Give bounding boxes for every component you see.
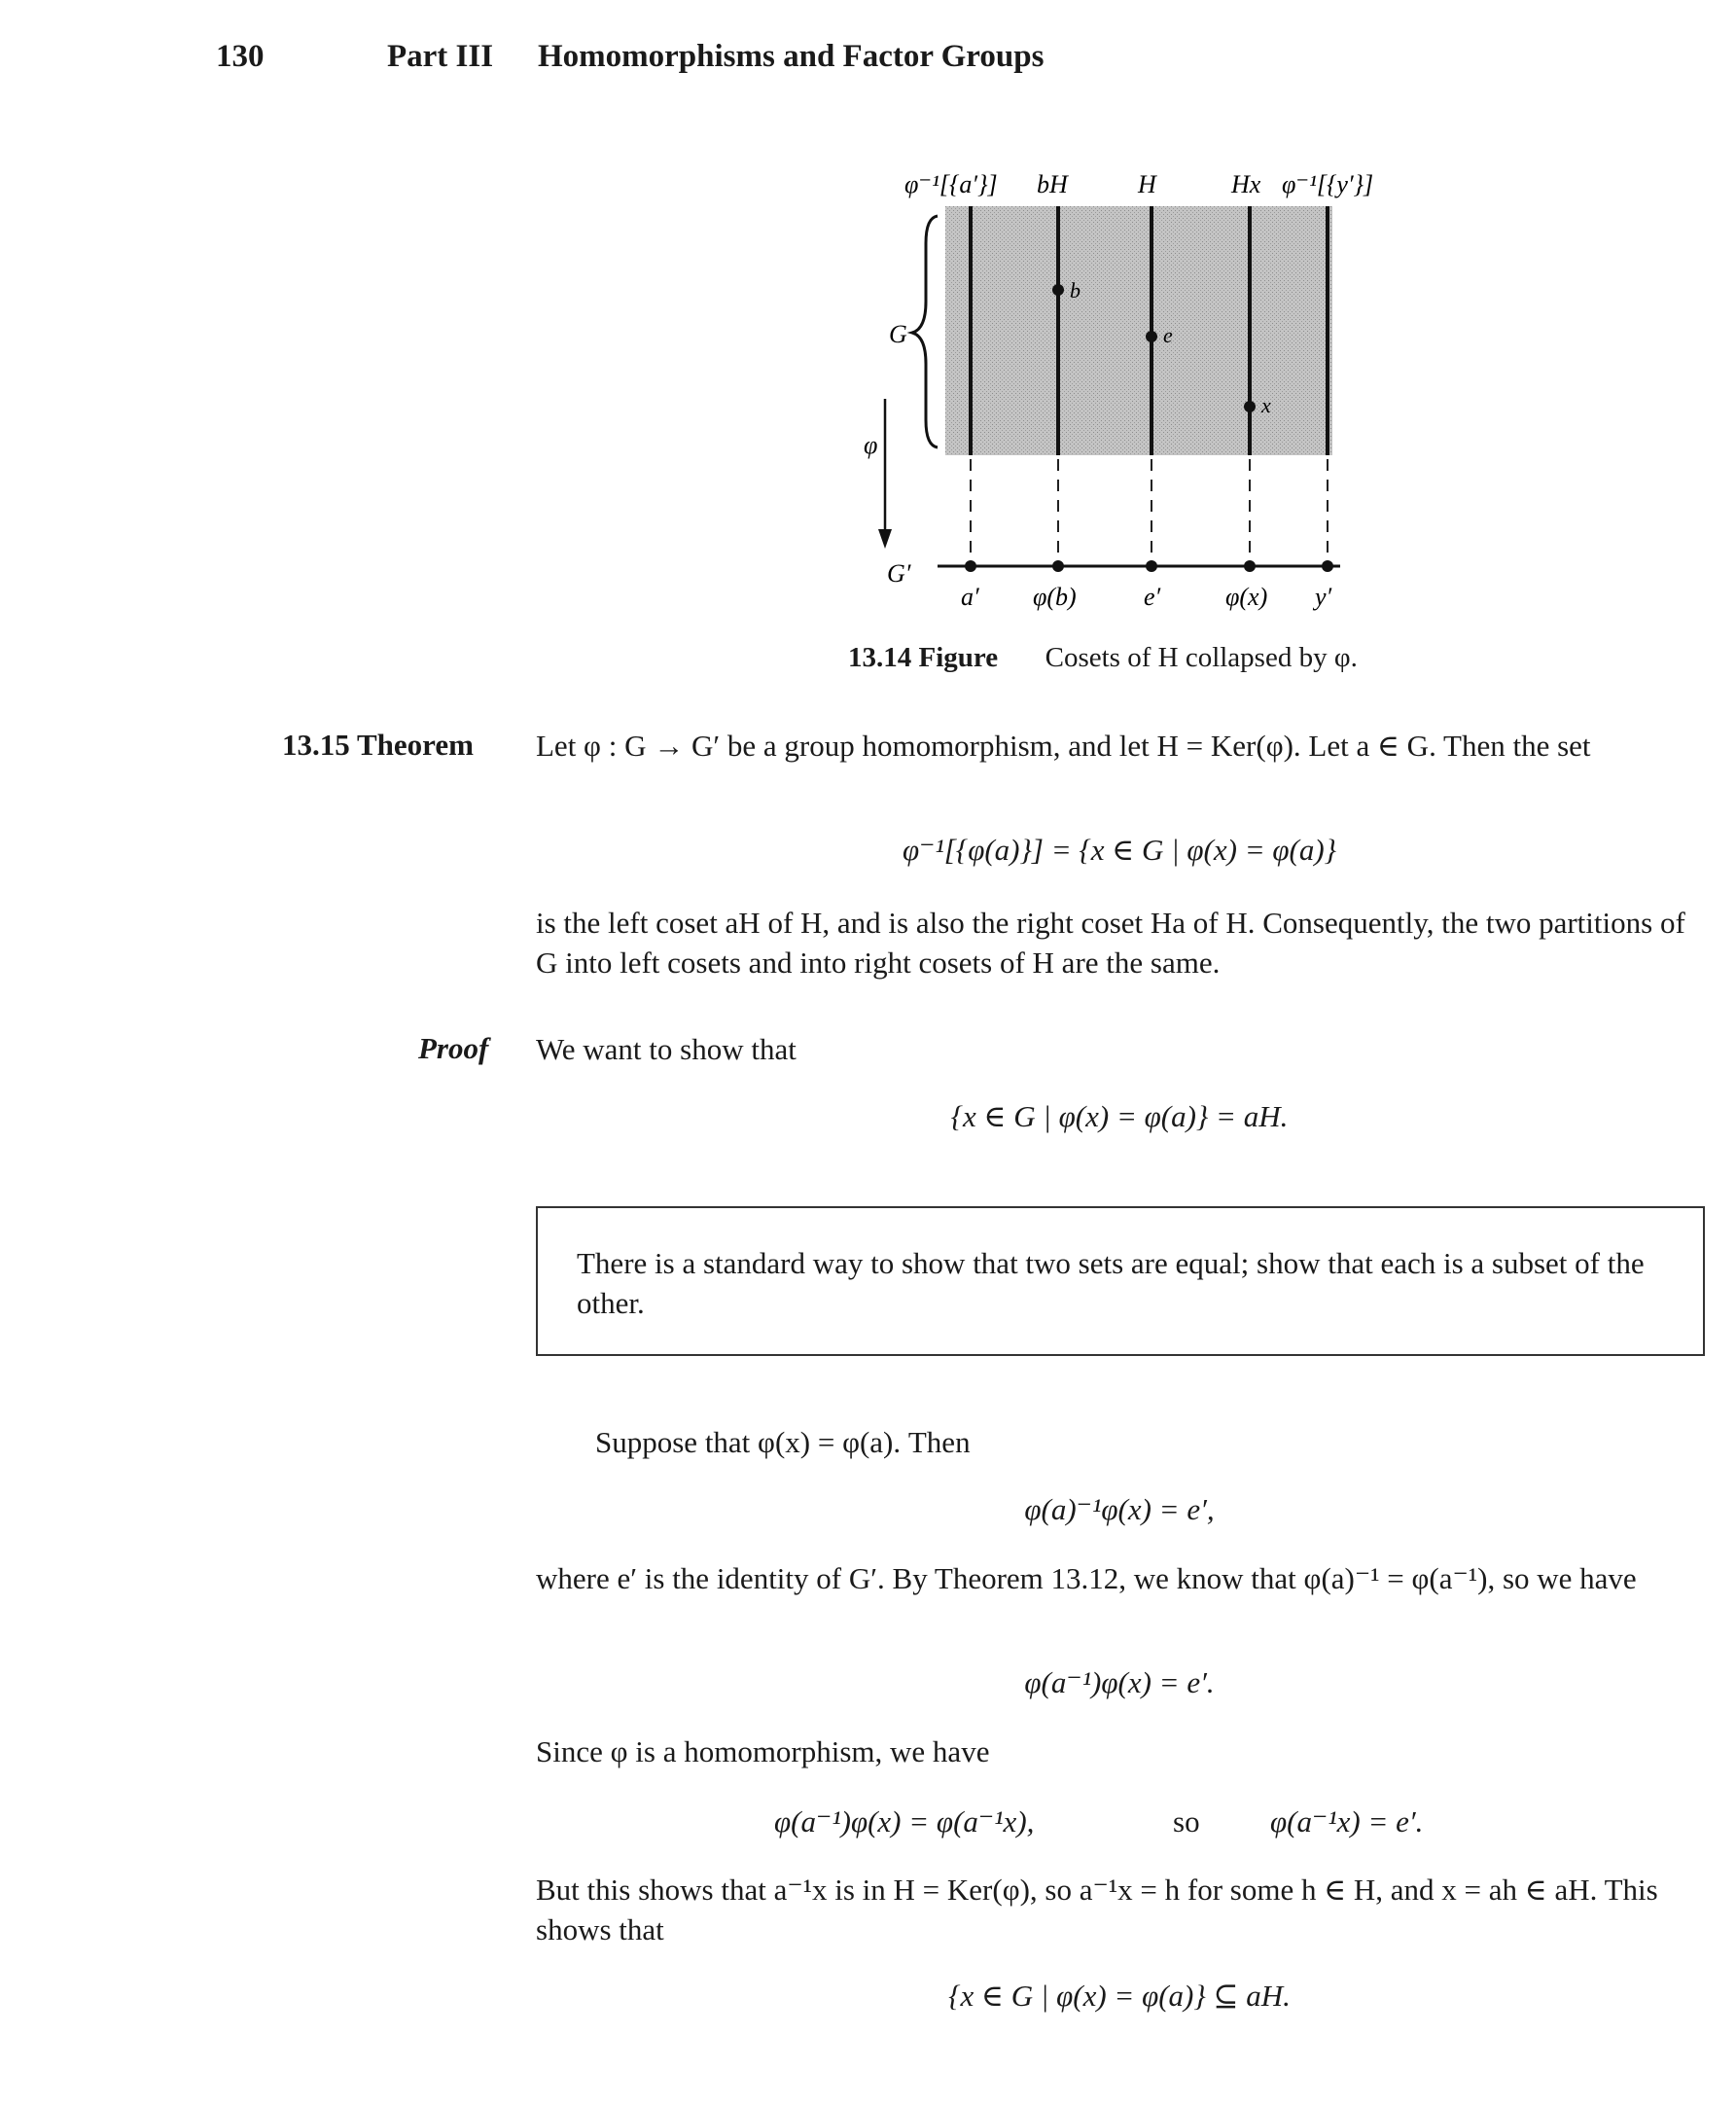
bottom-label-e: e′ [1144, 583, 1161, 611]
theorem-label: 13.15 Theorem [282, 728, 474, 762]
codomain-label: G′ [887, 559, 911, 588]
caption-text: Cosets of H collapsed by φ. [1045, 642, 1358, 673]
theorem-equation: φ⁻¹[{φ(a)}] = {x ∈ G | φ(x) = φ(a)} [902, 833, 1337, 867]
point-b [1052, 284, 1064, 296]
group-label: G [889, 320, 907, 348]
proof-equation-4-mid: so [1173, 1804, 1200, 1838]
bottom-label-phi-b: φ(b) [1033, 583, 1077, 611]
proof-equation-5: {x ∈ G | φ(x) = φ(a)} ⊆ aH. [948, 1979, 1291, 2013]
bottom-label-phi-x: φ(x) [1225, 583, 1268, 611]
image-point-x [1244, 560, 1256, 572]
proof-equation-2: φ(a)⁻¹φ(x) = e′, [1024, 1492, 1215, 1526]
point-e [1146, 331, 1157, 342]
image-point-e [1146, 560, 1157, 572]
map-label: φ [864, 431, 878, 459]
theorem-text-1: Let φ : G → G′ be a group homomorphism, and let H = Ker(φ). Let a ∈ G. Then the set [536, 729, 1591, 763]
point-x-label: x [1261, 393, 1271, 417]
proof-where-text: where e′ is the identity of G′. By Theorem 13.12, we know that φ(a)⁻¹ = φ(a⁻¹), so we have [536, 1561, 1637, 1595]
proof-but-text: But this shows that a⁻¹x is in H = Ker(φ), so a⁻¹x = h for some h ∈ H, and x = ah ∈ aH. This shows that [536, 1873, 1658, 1946]
proof-suppose: Suppose that φ(x) = φ(a). Then [595, 1425, 971, 1459]
proof-since-text: Since φ is a homomorphism, we have [536, 1734, 990, 1768]
point-e-label: e [1163, 323, 1173, 347]
projection-lines [971, 459, 1328, 564]
label-preimage-y: φ⁻¹[{y′}] [1282, 170, 1374, 198]
label-bH: bH [1037, 170, 1068, 198]
figure-caption [848, 642, 1358, 674]
label-H: H [1138, 170, 1156, 198]
image-point-b [1052, 560, 1064, 572]
bottom-label-y: y′ [1315, 583, 1332, 611]
proof-equation-4-left: φ(a⁻¹)φ(x) = φ(a⁻¹x), [774, 1804, 1035, 1838]
label-Hx: Hx [1231, 170, 1261, 198]
part-label: Part III [387, 39, 494, 74]
group-brace [912, 216, 938, 447]
image-point-a [965, 560, 976, 572]
proof-equation-1: {x ∈ G | φ(x) = φ(a)} = aH. [950, 1099, 1289, 1133]
chapter-title: Homomorphisms and Factor Groups [538, 39, 1045, 74]
proof-equation-4-right: φ(a⁻¹x) = e′. [1270, 1804, 1424, 1838]
label-preimage-a: φ⁻¹[{a′}] [904, 170, 998, 198]
proof-intro: We want to show that [536, 1032, 797, 1066]
bottom-label-a: a′ [961, 583, 979, 611]
proof-equation-3: φ(a⁻¹)φ(x) = e′. [1024, 1665, 1215, 1699]
hint-box-text: There is a standard way to show that two sets are equal; show that each is a subset of the other. [577, 1246, 1645, 1320]
point-b-label: b [1070, 278, 1081, 303]
image-point-y [1322, 560, 1333, 572]
group-region [945, 206, 1332, 455]
cosets-figure [836, 156, 1381, 623]
hint-box [536, 1206, 1705, 1356]
theorem-text-2: is the left coset aH of H, and is also the right coset Ha of H. Consequently, the two partitions of G into left cosets and into right cosets of H are the same. [536, 906, 1685, 980]
caption-number: 13.14 Figure [848, 642, 999, 673]
proof-label: Proof [418, 1031, 489, 1065]
point-x [1244, 401, 1256, 412]
map-arrow-head [878, 529, 892, 549]
page-number: 130 [216, 39, 265, 74]
